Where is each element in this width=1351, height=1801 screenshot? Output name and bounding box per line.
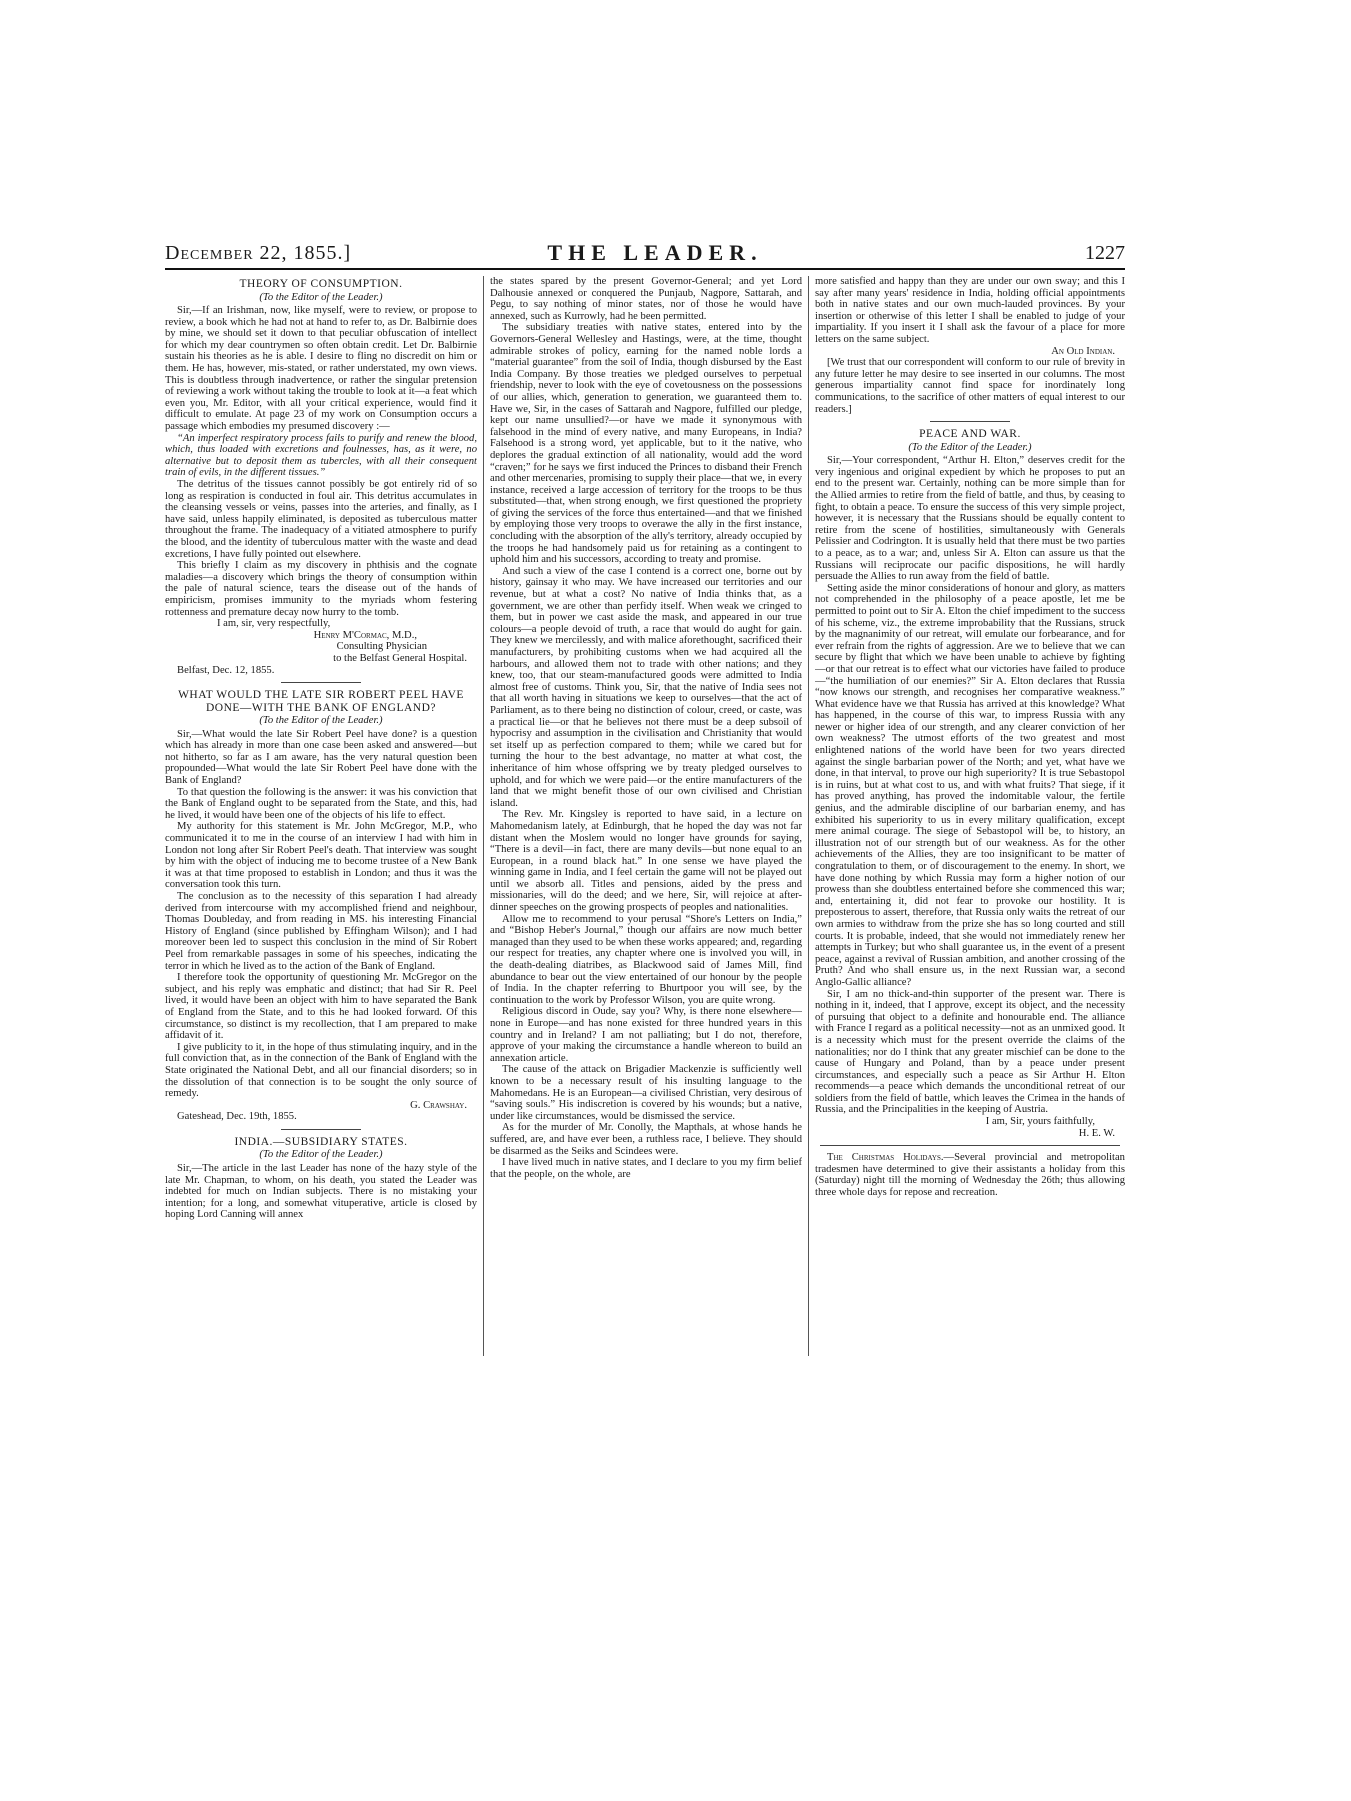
news-item-text: —Several provincial and metropolitan tradesmen have determined to give their assistants a holiday from this (Saturday) night till the morning of Wednesday the 26th; thus allowing three whole days for repose and recreation. bbox=[815, 1152, 1125, 1199]
page-number: 1227 bbox=[1085, 242, 1125, 264]
paragraph: And such a view of the case I contend is a correct one, borne out by history, gainsay it who may. We have increased our territories and our revenue, but at what a cost? No native of India thinks that, as a government, we are other than perfidy itself. When weak we cringed to them, but in power we cast aside the mask, and appeared in our true colours—a people devoid of truth, a race that would do aught for gain. They knew we mercilessly, and with malice aforethought, sacrificed their manufacturers, by prohibiting customs when we had acquired all the harbours, and allowed them not to trade with other nations; and they knew, too, that our steam-manufactured goods were admitted to India almost free of customs. Think you, Sir, that the native of India sees not that all worth having in situations we keep to ourselves—that the act of Parliament, as to there being no distinction of colour, creed, or caste, was a practical lie—or that he believes not there must be a deep subsoil of hypocrisy and assumption in the civilisation and Christianity that would set itself up as perfection compared to them; while we cared but for turning the hour to the best advantage, no matter at what cost, the inheritance of him whose offspring we by treaty pledged ourselves to uphold, and for which we were paid—or the entire manufacturers of the land that we might benefit those of our own civilised and Christian island. bbox=[490, 565, 802, 809]
signature-role: to the Belfast General Hospital. bbox=[333, 652, 467, 664]
paragraph: Sir,—What would the late Sir Robert Peel have done? is a question which has already in more than one case been asked and answered—but not hitherto, so far as I am aware, has the very natural question been propounded—What would the late Sir Robert Peel have done with the Bank of England? bbox=[165, 728, 477, 787]
closing: I am, sir, very respectfully, bbox=[217, 618, 331, 630]
paragraph: The cause of the attack on Brigadier Mackenzie is sufficiently well known to be a necessary result of his insulting language to the Mahomedans. He is an European—a civilised Christian, very desirous of “saving souls.” His indiscretion is covered by his wounds; but a native, under like circumstances, would be dismissed the service. bbox=[490, 1064, 802, 1122]
news-item-holidays bbox=[815, 1152, 1125, 1198]
article-title-india: INDIA.—SUBSIDIARY STATES. bbox=[234, 1135, 408, 1148]
article-title-peel: WHAT WOULD THE LATE SIR ROBERT PEEL HAVE DONE—WITH THE BANK OF ENGLAND? bbox=[178, 689, 464, 714]
column-2 bbox=[490, 276, 802, 1356]
paragraph: As for the murder of Mr. Conolly, the Mapthals, at whose hands he suffered, are, and have ever been, a ruthless race, I believe. They should be disarmed as the Seiks and Scindees were. bbox=[490, 1122, 802, 1157]
news-item-lead: The Christmas Holidays. bbox=[827, 1152, 944, 1164]
paragraph: Religious discord in Oude, say you? Why, is there none elsewhere—none in Europe—and has none existed for three hundred years in this country and in Ireland? I am not palliating; but I do not, therefore, approve of your making the circumstance a handle whereon to build an annexation article. bbox=[490, 1006, 802, 1064]
paragraph: Sir,—Your correspondent, “Arthur H. Elton,” deserves credit for the very ingenious and original expedient by which he proposes to put an end to the present war. Certainly, nothing can be more simple than for the Allied armies to retire from the field of battle, and thus, by ceasing to fight, to obtain a peace. To ensure the success of this very simple project, however, it is necessary that the Russians should be equally content to retire from the scene of hostilities, simultaneously with Generals Pelissier and Codrington. It is usually held that there must be two parties to a peace, as to a war; and, unless Sir A. Elton can assure us that the Russians will reciprocate our pacific dispositions, he will hardly persuade the Allies to run away from the field of battle. bbox=[815, 455, 1125, 583]
signature: H. E. W. bbox=[1078, 1127, 1115, 1139]
signature: An Old Indian. bbox=[1051, 345, 1115, 357]
article-title-peace: PEACE AND WAR. bbox=[919, 428, 1021, 441]
section-divider bbox=[930, 421, 1010, 422]
column-1 bbox=[165, 276, 477, 1356]
article-subtitle: (To the Editor of the Leader.) bbox=[259, 1149, 383, 1161]
signature: G. Crawshay. bbox=[410, 1099, 467, 1111]
paragraph: the states spared by the present Governor-General; and yet Lord Dalhousie annexed or conquered the Punjaub, Nagpore, Sattarah, and Pegu, to say nothing of minor states, nor of those he would have annexed, such as Kurrowly, had he been permitted. bbox=[490, 276, 802, 322]
paragraph: Sir, I am no thick-and-thin supporter of the present war. There is nothing in it, indeed, that I approve, except its object, and the necessity of pursuing that object to a definite and honourable end. The alliance with France I regard as a political necessity—not as an unmixed good. It is a necessity which must for the present override the claims of the nationalities; nor do I think that any greater mischief can be done to the cause of Hungary and Poland, than by a peace under present circumstances, and especially such a peace as Sir Arthur H. Elton recommends—a peace which demands the unconditional retreat of our soldiers from the field of battle, which leaves the Crimea in the hands of Russia, and the Principalities in the keeping of Austria. bbox=[815, 988, 1125, 1116]
paragraph: The subsidiary treaties with native states, entered into by the Governors-General Wellesley and Hastings, were, at the time, thought admirable strokes of policy, earning for the named noble lords a “material guarantee” from the soil of India, though disbursed by the East India Company. By those treaties we pledged ourselves to perpetual friendship, never to look with the eye of covetousness on the possessions of our allies, which, generation to generation, we guaranteed them to. Have we, Sir, in the cases of Sattarah and Nagpore, fulfilled our pledge, kept our name unsullied?—or have we made it synonymous with falsehood in the mind of every native, and many Europeans, in India? Falsehood is a strong word, yet applicable, but to it the native, who deplores the gradual extinction of all nationality, would add the word “craven;” for he says we first induced the Princes to disband their French and other mercenaries, promising to supply their place—that we, in every instance, received a large accession of territory for the troops to be thus substituted—that, when strong enough, we first questioned the propriety of giving the services of the force thus entertained—and that we finished by employing those very troops to overawe the ally in the first instance, concluding with the absorption of the ally's territory, already occupied by the troops he had handsomely paid us for retaining as a contingent to uphold him and his successors, according to treaty and promise. bbox=[490, 322, 802, 566]
quotation: “An imperfect respiratory process fails to purify and renew the blood, which, thus loaded with excretions and foulnesses, has, as it were, no alternative but to deposit them as tubercles, with all their consequent train of evils, in the different tissues.” bbox=[165, 432, 477, 479]
paragraph: Allow me to recommend to your perusal “Shore's Letters on India,” and “Bishop Heber's Journal,” though our affairs are now much better managed than they used to be when these works appeared; and, regarding our respect for treaties, any chapter where one is involved you will, in the death-dealing diatribes, as Blackwood said of James Mill, find abundance to bear out the view entertained of our honour by the people of India. In the chapter referring to Bhurtpoor you will see, by the continuation to the work by Professor Wilson, you are quite wrong. bbox=[490, 913, 802, 1006]
paragraph: I therefore took the opportunity of questioning Mr. McGregor on the subject, and his reply was emphatic and distinct; that had Sir R. Peel lived, it would have been an object with him to have separated the Bank of England from the State, and to this he had looked forward. Of this circumstance, so distinct is my recollection, that I am prepared to make affidavit of it. bbox=[165, 972, 477, 1042]
article-subtitle: (To the Editor of the Leader.) bbox=[908, 441, 1032, 453]
section-divider bbox=[820, 1145, 1120, 1146]
paragraph: Sir,—The article in the last Leader has none of the hazy style of the late Mr. Chapman, to whom, on his death, you stated the Leader was indebted for much on Indian subjects. There is no mistaking your intention; for a long, and somewhat vituperative, article is closed by hoping Lord Canning will annex bbox=[165, 1162, 477, 1221]
paragraph: The conclusion as to the necessity of this separation I had already derived from intercourse with my accomplished friend and neighbour, Thomas Doubleday, and from reading in MS. his interesting Financial History of England (since published by Effingham Wilson); and I had moreover been led to suspect this conclusion in the mind of Sir Robert Peel from remarkable passages in some of his speeches, indicating the terror in which he lived as to the action of the Bank of England. bbox=[165, 891, 477, 972]
newspaper-page bbox=[165, 240, 1125, 1580]
signature-role: Consulting Physician bbox=[336, 641, 427, 653]
paragraph: I have lived much in native states, and I declare to you my firm belief that the people, on the whole, are bbox=[490, 1157, 802, 1180]
paragraph: My authority for this statement is Mr. John McGregor, M.P., who communicated it to me in the course of an interview I had with him in London not long after Sir Robert Peel's death. That interview was sought by him with the object of inducing me to become trustee of a New Bank it was at that time proposed to establish in London; and thus it was the conversation took this turn. bbox=[165, 821, 477, 891]
section-divider bbox=[281, 1129, 361, 1130]
paragraph: This briefly I claim as my discovery in phthisis and the cognate maladies—a discovery which brings the theory of consumption within the pale of natural science, tears the disease out of the hands of empiricism, promises immunity to the myriads whom festering rottenness and premature decay now hurry to the tomb. bbox=[165, 560, 477, 618]
article-subtitle: (To the Editor of the Leader.) bbox=[259, 291, 383, 303]
paragraph: I give publicity to it, in the hope of thus stimulating inquiry, and in the full conviction that, as in the connection of the Bank of England with the State originated the National Debt, and all our financial disorders; so in the dissolution of that connection is to be sought the only source of remedy. bbox=[165, 1041, 477, 1100]
paragraph: The Rev. Mr. Kingsley is reported to have said, in a lecture on Mahomedanism lately, at Edinburgh, that he hoped the day was not far distant when the Moslem would no longer have grounds for saying, “There is a devil—in fact, there are many devils—but none equal to an European, in a round black hat.” In one sense we have played the winning game in India, and I feel certain the game will not be played out until we absorb all. Titles and pensions, aided by the press and missionaries, will do the deed; and we here, Sir, will rejoice at after-dinner speeches on the growing prospects of peoples and nationalities. bbox=[490, 809, 802, 914]
editor-note: [We trust that our correspondent will conform to our rule of brevity in any future letter he may desire to see inserted in our columns. The most generous impartiality cannot find space for inordinately long communications, to the sacrifice of other matters of equal interest to our readers.] bbox=[815, 357, 1125, 415]
column-divider bbox=[483, 276, 484, 1356]
closing: I am, Sir, yours faithfully, bbox=[985, 1116, 1095, 1128]
column-divider bbox=[808, 276, 809, 1356]
column-3 bbox=[815, 276, 1125, 1356]
paragraph: The detritus of the tissues cannot possibly be got entirely rid of so long as respiration is conducted in foul air. This detritus accumulates in the cleansing vessels or veins, passes into the arteries, and finally, as I have said, unless happily eliminated, is deposited as tuberculous matter throughout the frame. The inadequacy of a vitiated atmosphere to purify the blood, and the identity of tuberculous matter with the waste and dead excretions, I have fully pointed out elsewhere. bbox=[165, 479, 477, 560]
paragraph: To that question the following is the answer: it was his conviction that the Bank of England ought to be separated from the State, and this, had he lived, it would have been one of the objects of his life to effect. bbox=[165, 786, 477, 821]
article-title-consumption: THEORY OF CONSUMPTION. bbox=[239, 278, 403, 290]
dateline: Gateshead, Dec. 19th, 1855. bbox=[177, 1111, 297, 1123]
newspaper-title: THE LEADER. bbox=[547, 240, 763, 265]
issue-date: December 22, 1855.] bbox=[165, 242, 352, 264]
signature: Henry M'Cormac, M.D., bbox=[313, 629, 417, 641]
article-subtitle: (To the Editor of the Leader.) bbox=[259, 715, 383, 727]
masthead bbox=[165, 240, 1125, 270]
section-divider bbox=[281, 682, 361, 683]
dateline: Belfast, Dec. 12, 1855. bbox=[177, 664, 275, 676]
paragraph: more satisfied and happy than they are under our own sway; and this I say after many years' residence in India, holding official appointments both in native states and our own much-lauded provinces. By your insertion or otherwise of this letter I shall be enabled to judge of your impartiality. If you insert it I shall ask the favour of a place for more letters on the same subject. bbox=[815, 276, 1125, 345]
paragraph: Setting aside the minor considerations of honour and glory, as matters not comprehended in the philosophy of a peace apostle, let me be permitted to point out to Sir A. Elton the chief impediment to the success of his scheme, viz., the extreme improbability that the Russians, struck by the magnanimity of our retreat, will emulate our forbearance, and for ever refrain from the rights of aggression. Are we to believe that we can secure by flight that which we have been unable to achieve by fighting—or that our retreat is to effect what our victories have failed to produce—“the humiliation of our enemies?” Sir A. Elton declares that Russia “now knows our strength, and recognises her comparative weakness.” What evidence have we that Russia has arrived at this knowledge? What has happened, in the course of this war, to impress Russia with any newer or higher idea of our strength, and any clearer conviction of her own weakness? The utmost efforts of the two greatest and most enlightened nations of the world have been for two years directed against the single barbarian power of the North; and yet, what have we done, in that interval, to prove our high superiority? It is true Sebastopol is in ruins, but at what cost to us, and with what fruits? That siege, if it has proved anything, has proved the indomitable valour, the fertile genius, and the admirable discipline of our barbarian enemy, and has exhibited his superiority to us in every military qualification, except mere animal courage. The siege of Sebastopol will be, to history, an illustration not of our strength but of our weakness. As for the other achievements of the Allies, they are too insignificant to be matter of congratulation to them, or of discouragement to the enemy. In short, we have done nothing by which Russia may form a higher notion of our prowess than she doubtless entertained before she commenced this war; and, entertaining it, did not fear to provoke our hostility. It is preposterous to assert, therefore, that Russia only waits the retreat of our own armies to withdraw from the prize she has so long courted and still courts. It is probable, indeed, that she would not immediately renew her attempts in Turkey; but who shall guarantee us, in the event of a present peace, against a revival of Russian ambition, and another crossing of the Pruth? And who shall ensure us, in the next Russian war, a second Anglo-Gallic alliance? bbox=[815, 582, 1125, 988]
paragraph: Sir,—If an Irishman, now, like myself, were to review, or propose to review, a book which he had not at hand to refer to, as Dr. Balbirnie does by mine, we should set it down to that peculiar obfuscation of intellect for which my dear countrymen so often obtain credit. Let Dr. Balbirnie sustain his theories as he is able. I desire to fling no discredit on him or them. He has, however, mis-stated, or rather understated, my own views. This is doubtless through inadvertence, or rather the singular pretension of reviewing a work without taking the trouble to look at it—a feat which even you, Mr. Editor, with all your critical experience, would find it difficult to emulate. At page 23 of my work on Consumption occurs a passage which embodies my presumed discovery :— bbox=[165, 305, 477, 433]
